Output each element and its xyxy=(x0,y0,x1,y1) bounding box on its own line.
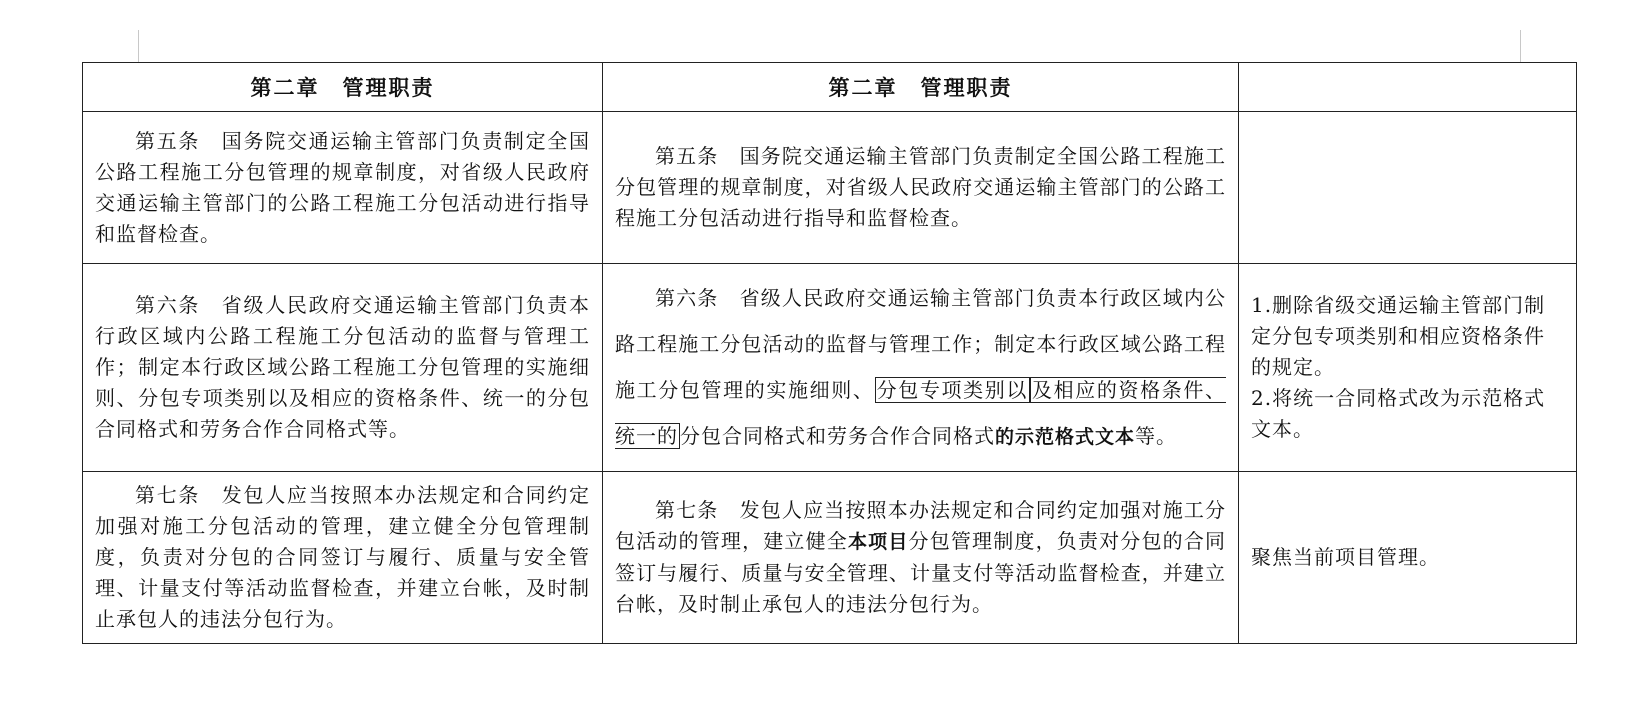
original-cell xyxy=(83,472,603,644)
note-line-2: 2.将统一合同格式改为示范格式文本。 xyxy=(1251,386,1546,441)
revised-text-after: 等。 xyxy=(1135,424,1178,448)
revised-cell xyxy=(603,112,1239,264)
table-row-article-7 xyxy=(83,472,1577,644)
revised-text-after: 分包管理制度，负责对分包的合同签订与履行、质量与安全管理、计量支付等活动监督检查，并建立台帐，及时制止承包人的违法分包行为。 xyxy=(615,529,1227,616)
original-text: 第七条 发包人应当按照本办法规定和合同约定加强对施工分包活动的管理，建立健全分包管理制度，负责对分包的合同签订与履行、质量与安全管理、计量支付等活动监督检查，并建立台帐，及时制止承包人的违法分包行为。 xyxy=(95,483,590,631)
revised-cell xyxy=(603,472,1239,644)
comparison-table xyxy=(82,62,1577,644)
revised-text xyxy=(615,275,1226,460)
header-revised: 第二章 管理职责 xyxy=(603,63,1239,112)
note-line-1: 1.删除省级交通运输主管部门制定分包专项类别和相应资格条件的规定。 xyxy=(1251,293,1546,379)
revised-boxed-text-1: 分包专项类别以 xyxy=(876,378,1028,402)
revised-text-before: 第六条 省级人民政府交通运输主管部门负责本行政区域内公路工程施工分包活动的监督与管理工作；制定本行政区域公路工程施工分包管理的实施细则、 xyxy=(615,286,1226,402)
revised-cell xyxy=(603,264,1239,472)
note-cell xyxy=(1239,264,1577,472)
original-text: 第六条 省级人民政府交通运输主管部门负责本行政区域内公路工程施工分包活动的监督与管理工作；制定本行政区域公路工程施工分包管理的实施细则、分包专项类别以及相应的资格条件、统一的分包合同格式和劳务合作合同格式等。 xyxy=(95,293,590,441)
revised-text-before: 第七条 发包人应当按照本办法规定和合同约定加强对施工分包活动的管理，建立健全 xyxy=(615,498,1226,553)
original-cell xyxy=(83,264,603,472)
table-row-article-5 xyxy=(83,112,1577,264)
header-note xyxy=(1239,63,1577,112)
revised-bold-text: 的示范格式文本 xyxy=(995,426,1136,448)
table-row-article-6 xyxy=(83,264,1577,472)
note-text: 聚焦当前项目管理。 xyxy=(1251,545,1440,569)
crop-mark-right xyxy=(1520,30,1521,62)
original-cell xyxy=(83,112,603,264)
original-text: 第五条 国务院交通运输主管部门负责制定全国公路工程施工分包管理的规章制度，对省级人民政府交通运输主管部门的公路工程施工分包活动进行指导和监督检查。 xyxy=(95,128,590,246)
revised-text: 第五条 国务院交通运输主管部门负责制定全国公路工程施工分包管理的规章制度，对省级人民政府交通运输主管部门的公路工程施工分包活动进行指导和监督检查。 xyxy=(615,144,1226,230)
header-row xyxy=(83,63,1577,112)
revised-text xyxy=(615,495,1226,620)
revised-text-middle: 分包合同格式和劳务合作合同格式 xyxy=(680,424,995,448)
note-cell xyxy=(1239,112,1577,264)
header-original: 第二章 管理职责 xyxy=(83,63,603,112)
crop-mark-left xyxy=(138,30,139,62)
revised-boxed-text-2: 及相应的资格条件、统一的 xyxy=(615,378,1227,448)
revised-bold-text: 本项目 xyxy=(847,531,909,553)
note-cell xyxy=(1239,472,1577,644)
